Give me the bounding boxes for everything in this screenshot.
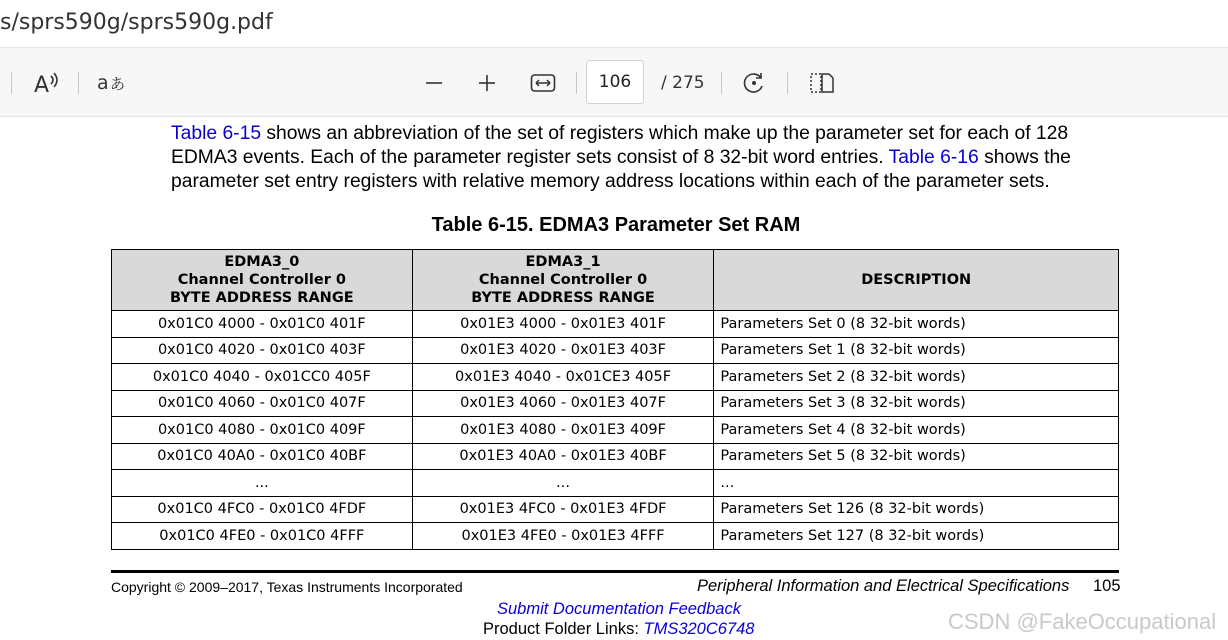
description: ... <box>714 470 1119 497</box>
address-bar[interactable] <box>0 0 1228 48</box>
table-header-row <box>112 250 1119 311</box>
toolbar-divider <box>721 72 722 94</box>
edma3-1-range: 0x01E3 4000 - 0x01E3 401F <box>412 311 714 338</box>
paragraph-text: shows the parameter set entry registers with relative memory address locations within each of the parameter sets. <box>171 147 1071 192</box>
edma3-0-range: 0x01C0 4FC0 - 0x01C0 4FDF <box>112 496 413 523</box>
paragraph-text: shows an abbreviation of the set of registers which make up the parameter set for each of 128 EDMA3 events. Each of the parameter register sets consist of 8 32-bit word entries. <box>171 123 1069 168</box>
description: Parameters Set 127 (8 32-bit words) <box>714 523 1119 550</box>
plus-icon <box>477 73 497 93</box>
description: Parameters Set 4 (8 32-bit words) <box>714 417 1119 444</box>
description: Parameters Set 1 (8 32-bit words) <box>714 337 1119 364</box>
header-description: DESCRIPTION <box>714 250 1119 311</box>
edma3-1-range: 0x01E3 4040 - 0x01CE3 405F <box>412 364 714 391</box>
minus-icon <box>424 73 444 93</box>
edma3-0-range: 0x01C0 4FE0 - 0x01C0 4FFF <box>112 523 413 550</box>
header-edma3-0: EDMA3_0 Channel Controller 0 BYTE ADDRESS RANGE <box>112 250 413 311</box>
table-row <box>112 390 1119 417</box>
pdf-toolbar <box>0 48 1228 117</box>
page-number-input[interactable]: 106 <box>586 60 644 104</box>
edma3-0-range: 0x01C0 4020 - 0x01C0 403F <box>112 337 413 364</box>
table-row <box>112 443 1119 470</box>
table-row <box>112 417 1119 444</box>
edma3-1-range: 0x01E3 40A0 - 0x01E3 40BF <box>412 443 714 470</box>
svg-text:a: a <box>97 72 109 94</box>
page-total: / 275 <box>661 73 705 93</box>
table-row <box>112 470 1119 497</box>
rotate-button[interactable] <box>736 65 772 101</box>
description: Parameters Set 0 (8 32-bit words) <box>714 311 1119 338</box>
table-row <box>112 496 1119 523</box>
fit-width-button[interactable] <box>525 65 561 101</box>
page-number: 105 <box>1093 577 1121 595</box>
product-folder-links <box>483 620 754 639</box>
intro-paragraph <box>171 122 1131 194</box>
read-aloud-icon <box>32 70 60 96</box>
url-text[interactable]: s/sprs590g/sprs590g.pdf <box>0 10 273 35</box>
footer-rule <box>111 570 1119 573</box>
table-6-16-link[interactable]: Table 6-16 <box>888 147 979 168</box>
table-6-15-link[interactable]: Table 6-15 <box>171 123 262 144</box>
translate-icon <box>96 71 128 95</box>
header-edma3-1: EDMA3_1 Channel Controller 0 BYTE ADDRESS RANGE <box>412 250 714 311</box>
svg-text:A: A <box>34 73 50 96</box>
description: Parameters Set 3 (8 32-bit words) <box>714 390 1119 417</box>
svg-text:あ: あ <box>110 75 126 93</box>
edma3-1-range: 0x01E3 4080 - 0x01E3 409F <box>412 417 714 444</box>
watermark: CSDN @FakeOccupational <box>948 609 1217 634</box>
two-page-icon <box>809 72 835 94</box>
tms320c6748-link[interactable]: TMS320C6748 <box>643 620 755 638</box>
edma3-0-range: ... <box>112 470 413 497</box>
folder-label: Product Folder Links: <box>483 620 644 638</box>
edma3-1-range: 0x01E3 4060 - 0x01E3 407F <box>412 390 714 417</box>
toolbar-divider <box>576 72 577 94</box>
zoom-out-button[interactable] <box>416 65 452 101</box>
table-row <box>112 523 1119 550</box>
edma3-1-range: 0x01E3 4FE0 - 0x01E3 4FFF <box>412 523 714 550</box>
toolbar-divider <box>78 72 79 94</box>
copyright-text: Copyright © 2009–2017, Texas Instruments Incorporated <box>111 579 463 595</box>
toolbar-divider <box>11 72 12 94</box>
read-aloud-button[interactable] <box>28 65 64 101</box>
table-caption: Table 6-15. EDMA3 Parameter Set RAM <box>431 214 801 236</box>
toolbar-divider <box>787 72 788 94</box>
edma3-0-range: 0x01C0 40A0 - 0x01C0 40BF <box>112 443 413 470</box>
edma3-0-range: 0x01C0 4040 - 0x01CC0 405F <box>112 364 413 391</box>
pdf-page <box>0 117 1228 640</box>
edma3-0-range: 0x01C0 4080 - 0x01C0 409F <box>112 417 413 444</box>
submit-feedback-link[interactable]: Submit Documentation Feedback <box>497 600 741 618</box>
zoom-in-button[interactable] <box>469 65 505 101</box>
rotate-icon <box>741 70 767 96</box>
translate-button[interactable] <box>94 65 130 101</box>
description: Parameters Set 5 (8 32-bit words) <box>714 443 1119 470</box>
table-row <box>112 337 1119 364</box>
edma3-0-range: 0x01C0 4000 - 0x01C0 401F <box>112 311 413 338</box>
table-row <box>112 311 1119 338</box>
edma3-1-range: 0x01E3 4020 - 0x01E3 403F <box>412 337 714 364</box>
edma3-1-range: 0x01E3 4FC0 - 0x01E3 4FDF <box>412 496 714 523</box>
description: Parameters Set 2 (8 32-bit words) <box>714 364 1119 391</box>
table-row <box>112 364 1119 391</box>
description: Parameters Set 126 (8 32-bit words) <box>714 496 1119 523</box>
parameter-set-table <box>111 249 1119 550</box>
edma3-1-range: ... <box>412 470 714 497</box>
edma3-0-range: 0x01C0 4060 - 0x01C0 407F <box>112 390 413 417</box>
chapter-title: Peripheral Information and Electrical Specifications <box>697 577 1070 595</box>
fit-width-icon <box>530 73 556 93</box>
page-view-button[interactable] <box>804 65 840 101</box>
